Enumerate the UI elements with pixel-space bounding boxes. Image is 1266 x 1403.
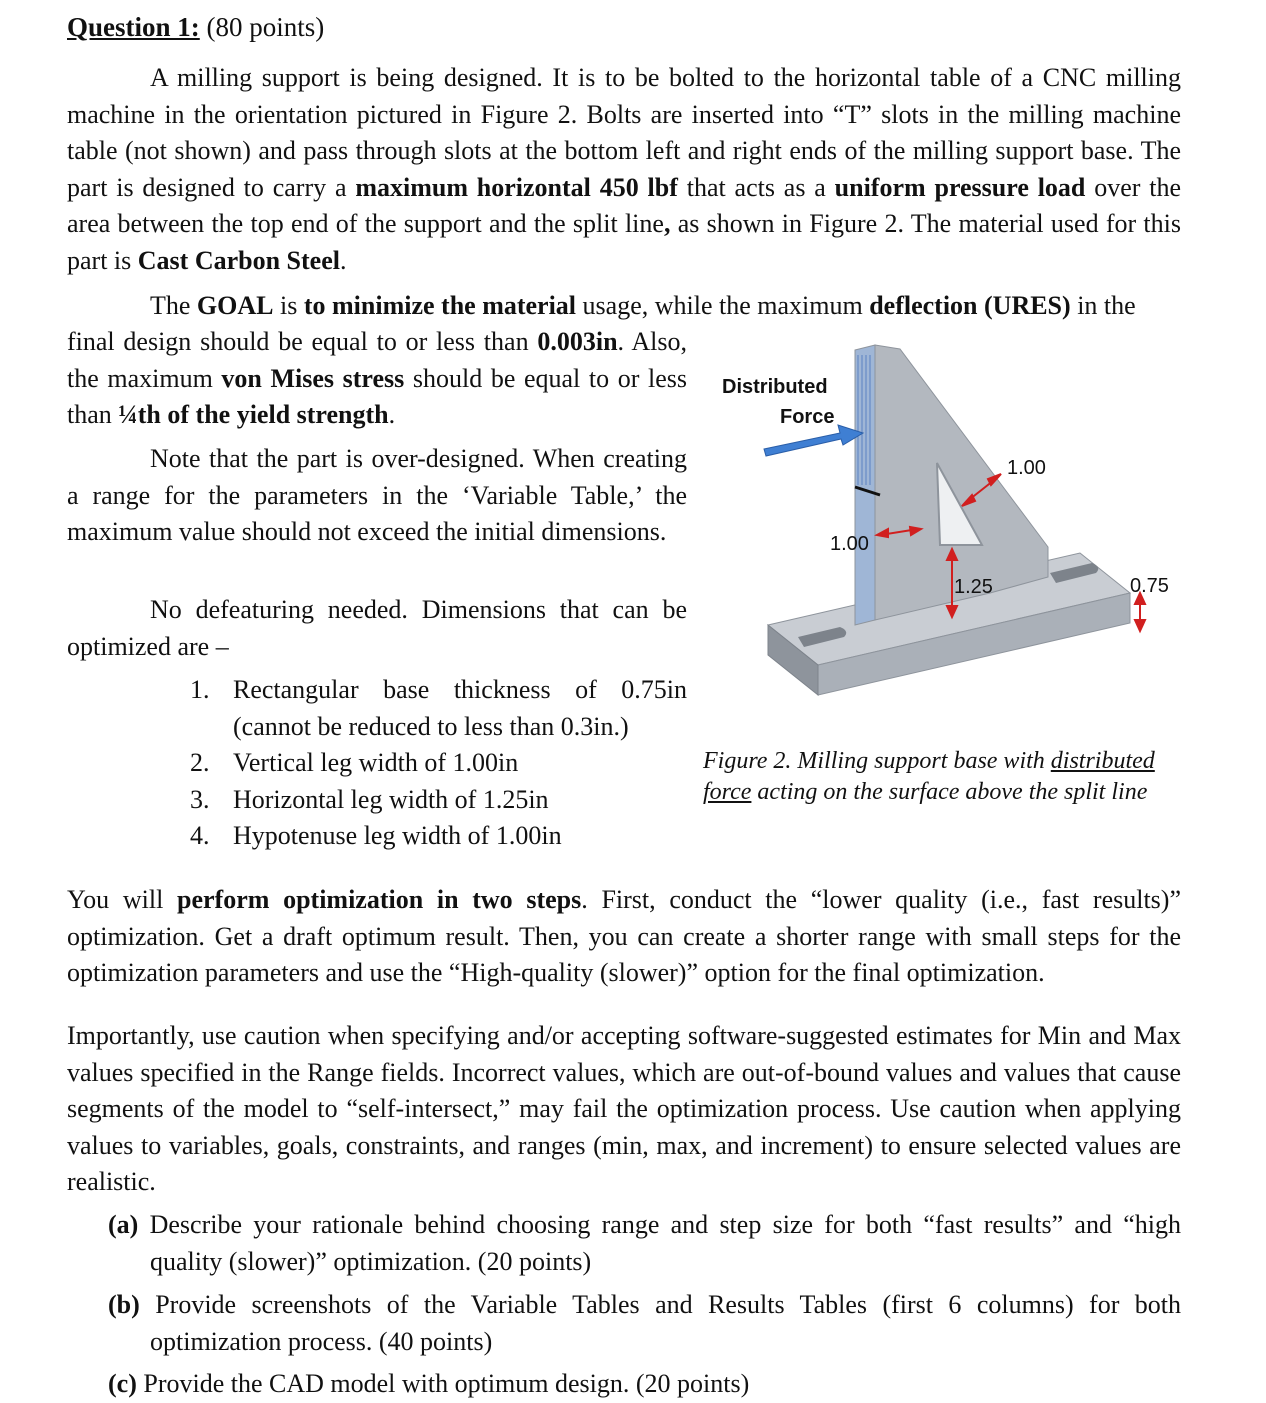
subquestion-a	[108, 1207, 1181, 1280]
subquestion-text: Describe your rationale behind choosing range and step size for both “fast results” and “high quality (slower)” optimization. (20 points)	[138, 1210, 1181, 1276]
caption-underlined: distributed	[1050, 748, 1155, 774]
figure-caption	[703, 746, 1183, 808]
text-run: Importantly, use caution when specifying and/or accepting software-suggested estimates for Min and Max values specified in the Range fields. Incorrect values, which are out-of-bound values and values that cause segments of the model to “self-intersect,” may fail the optimization process. Use caution when applying values to variables, goals, constraints, and ranges (min, max, and increment) to ensure selected values are realistic.	[67, 1021, 1181, 1196]
bold-run: GOAL	[196, 291, 274, 320]
force-label-line2: Force	[780, 406, 835, 428]
text-run: should be equal to or less than	[67, 363, 687, 429]
subquestion-text: Provide the CAD model with optimum design. (20 points)	[136, 1369, 750, 1398]
subquestion-text: Provide screenshots of the Variable Tables and Results Tables (first 6 columns) for both optimization process. (40 points)	[139, 1290, 1181, 1356]
caution-paragraph	[67, 1018, 1181, 1201]
force-label-line1: Distributed	[722, 376, 828, 398]
hypotenuse-dim-label: 1.00	[1007, 457, 1046, 479]
horizontal-dim-label: 1.25	[954, 576, 993, 598]
intro-paragraph	[67, 60, 1181, 279]
force-arrow	[764, 425, 863, 456]
bold-run: perform optimization in two steps	[177, 885, 582, 914]
question-number: Question 1:	[67, 12, 200, 42]
text-run: No defeaturing needed. Dimensions that can be optimized are –	[67, 595, 687, 661]
list-number: 3.	[190, 784, 210, 814]
text-run: A milling support is being designed. It is to be bolted to the horizontal table of a CNC milling machine in the orientation pictured in Figure 2. Bolts are inserted into “T” slots in the milling machine table (not shown) and pass through slots at the bottom left and right ends of the milling support base. The part is designed to carry a	[67, 63, 1181, 202]
caption-text: Figure 2. Milling support base with	[703, 748, 1051, 774]
base-dim-arrow	[1135, 593, 1145, 631]
bold-run: to minimize the material	[303, 291, 577, 320]
question-points: (80 points)	[199, 12, 325, 42]
list-number: 2.	[190, 748, 210, 777]
text-run: as shown in Figure 2. The material used for this part is	[67, 209, 1181, 275]
list-text: Vertical leg width of 1.00in	[233, 748, 519, 777]
list-number: 4.	[190, 821, 210, 850]
note-paragraph	[67, 441, 687, 551]
text-run: in the	[1070, 291, 1136, 320]
bold-run: maximum horizontal 450 lbf	[355, 172, 678, 202]
list-item	[190, 745, 687, 782]
question-heading	[67, 12, 324, 43]
dimensions-intro	[67, 592, 687, 665]
base-dim-label: 0.75	[1130, 575, 1169, 597]
caption-underlined: force	[703, 779, 752, 805]
subquestion-label: (a)	[108, 1210, 139, 1239]
text-run: that acts as a	[677, 172, 835, 202]
subquestion-label: (c)	[108, 1369, 137, 1398]
list-text: Rectangular base thickness of 0.75in (cannot be reduced to less than 0.3in.)	[233, 675, 687, 741]
vertical-dim-label: 1.00	[830, 533, 869, 555]
text-run: . Also, the maximum	[67, 327, 688, 393]
caption-text: acting on the surface above the split line	[751, 779, 1148, 805]
bold-run: Cast Carbon Steel	[137, 245, 340, 275]
list-text: Horizontal leg width of 1.25in	[233, 784, 549, 814]
list-number: 1.	[190, 675, 210, 704]
goal-paragraph-rest	[67, 324, 687, 434]
text-run: You will	[67, 885, 177, 914]
text-run: .	[339, 245, 347, 275]
bold-run: ¼th of the yield strength	[118, 400, 389, 429]
goal-paragraph-line1	[67, 288, 1181, 325]
bold-run: 0.003in	[537, 327, 618, 356]
text-run: is	[273, 291, 304, 320]
text-run: . First, conduct the “lower quality (i.e., fast results)” optimization. Get a draft optimum result. Then, you can create a shorter range with small steps for the optimization parameters and use the “High-quality (slower)” option for the final optimization.	[67, 885, 1181, 987]
bold-run: von Mises stress	[221, 363, 405, 393]
list-text: Hypotenuse leg width of 1.00in	[233, 821, 562, 850]
milling-support-figure	[700, 335, 1190, 735]
subquestion-b	[108, 1287, 1181, 1360]
text-run: The	[150, 291, 197, 320]
list-item	[190, 782, 687, 819]
text-run: .	[388, 400, 396, 429]
bold-run: uniform pressure load	[834, 172, 1086, 202]
list-item	[190, 818, 687, 855]
text-run: final design should be equal to or less than	[67, 327, 538, 356]
bold-run: ,	[663, 209, 671, 238]
two-step-paragraph	[67, 882, 1181, 992]
text-run: usage, while the maximum	[576, 291, 870, 320]
subquestion-c	[108, 1366, 1181, 1403]
dimension-list	[190, 672, 687, 855]
bold-run: deflection (URES)	[869, 291, 1071, 320]
text-run: over the area between the top end of the support and the split line	[67, 172, 1181, 238]
list-item	[190, 672, 687, 745]
subquestion-label: (b)	[108, 1290, 140, 1319]
text-run: Note that the part is over-designed. When creating a range for the parameters in the ‘Variable Table,’ the maximum value should not exceed the initial dimensions.	[67, 444, 687, 546]
